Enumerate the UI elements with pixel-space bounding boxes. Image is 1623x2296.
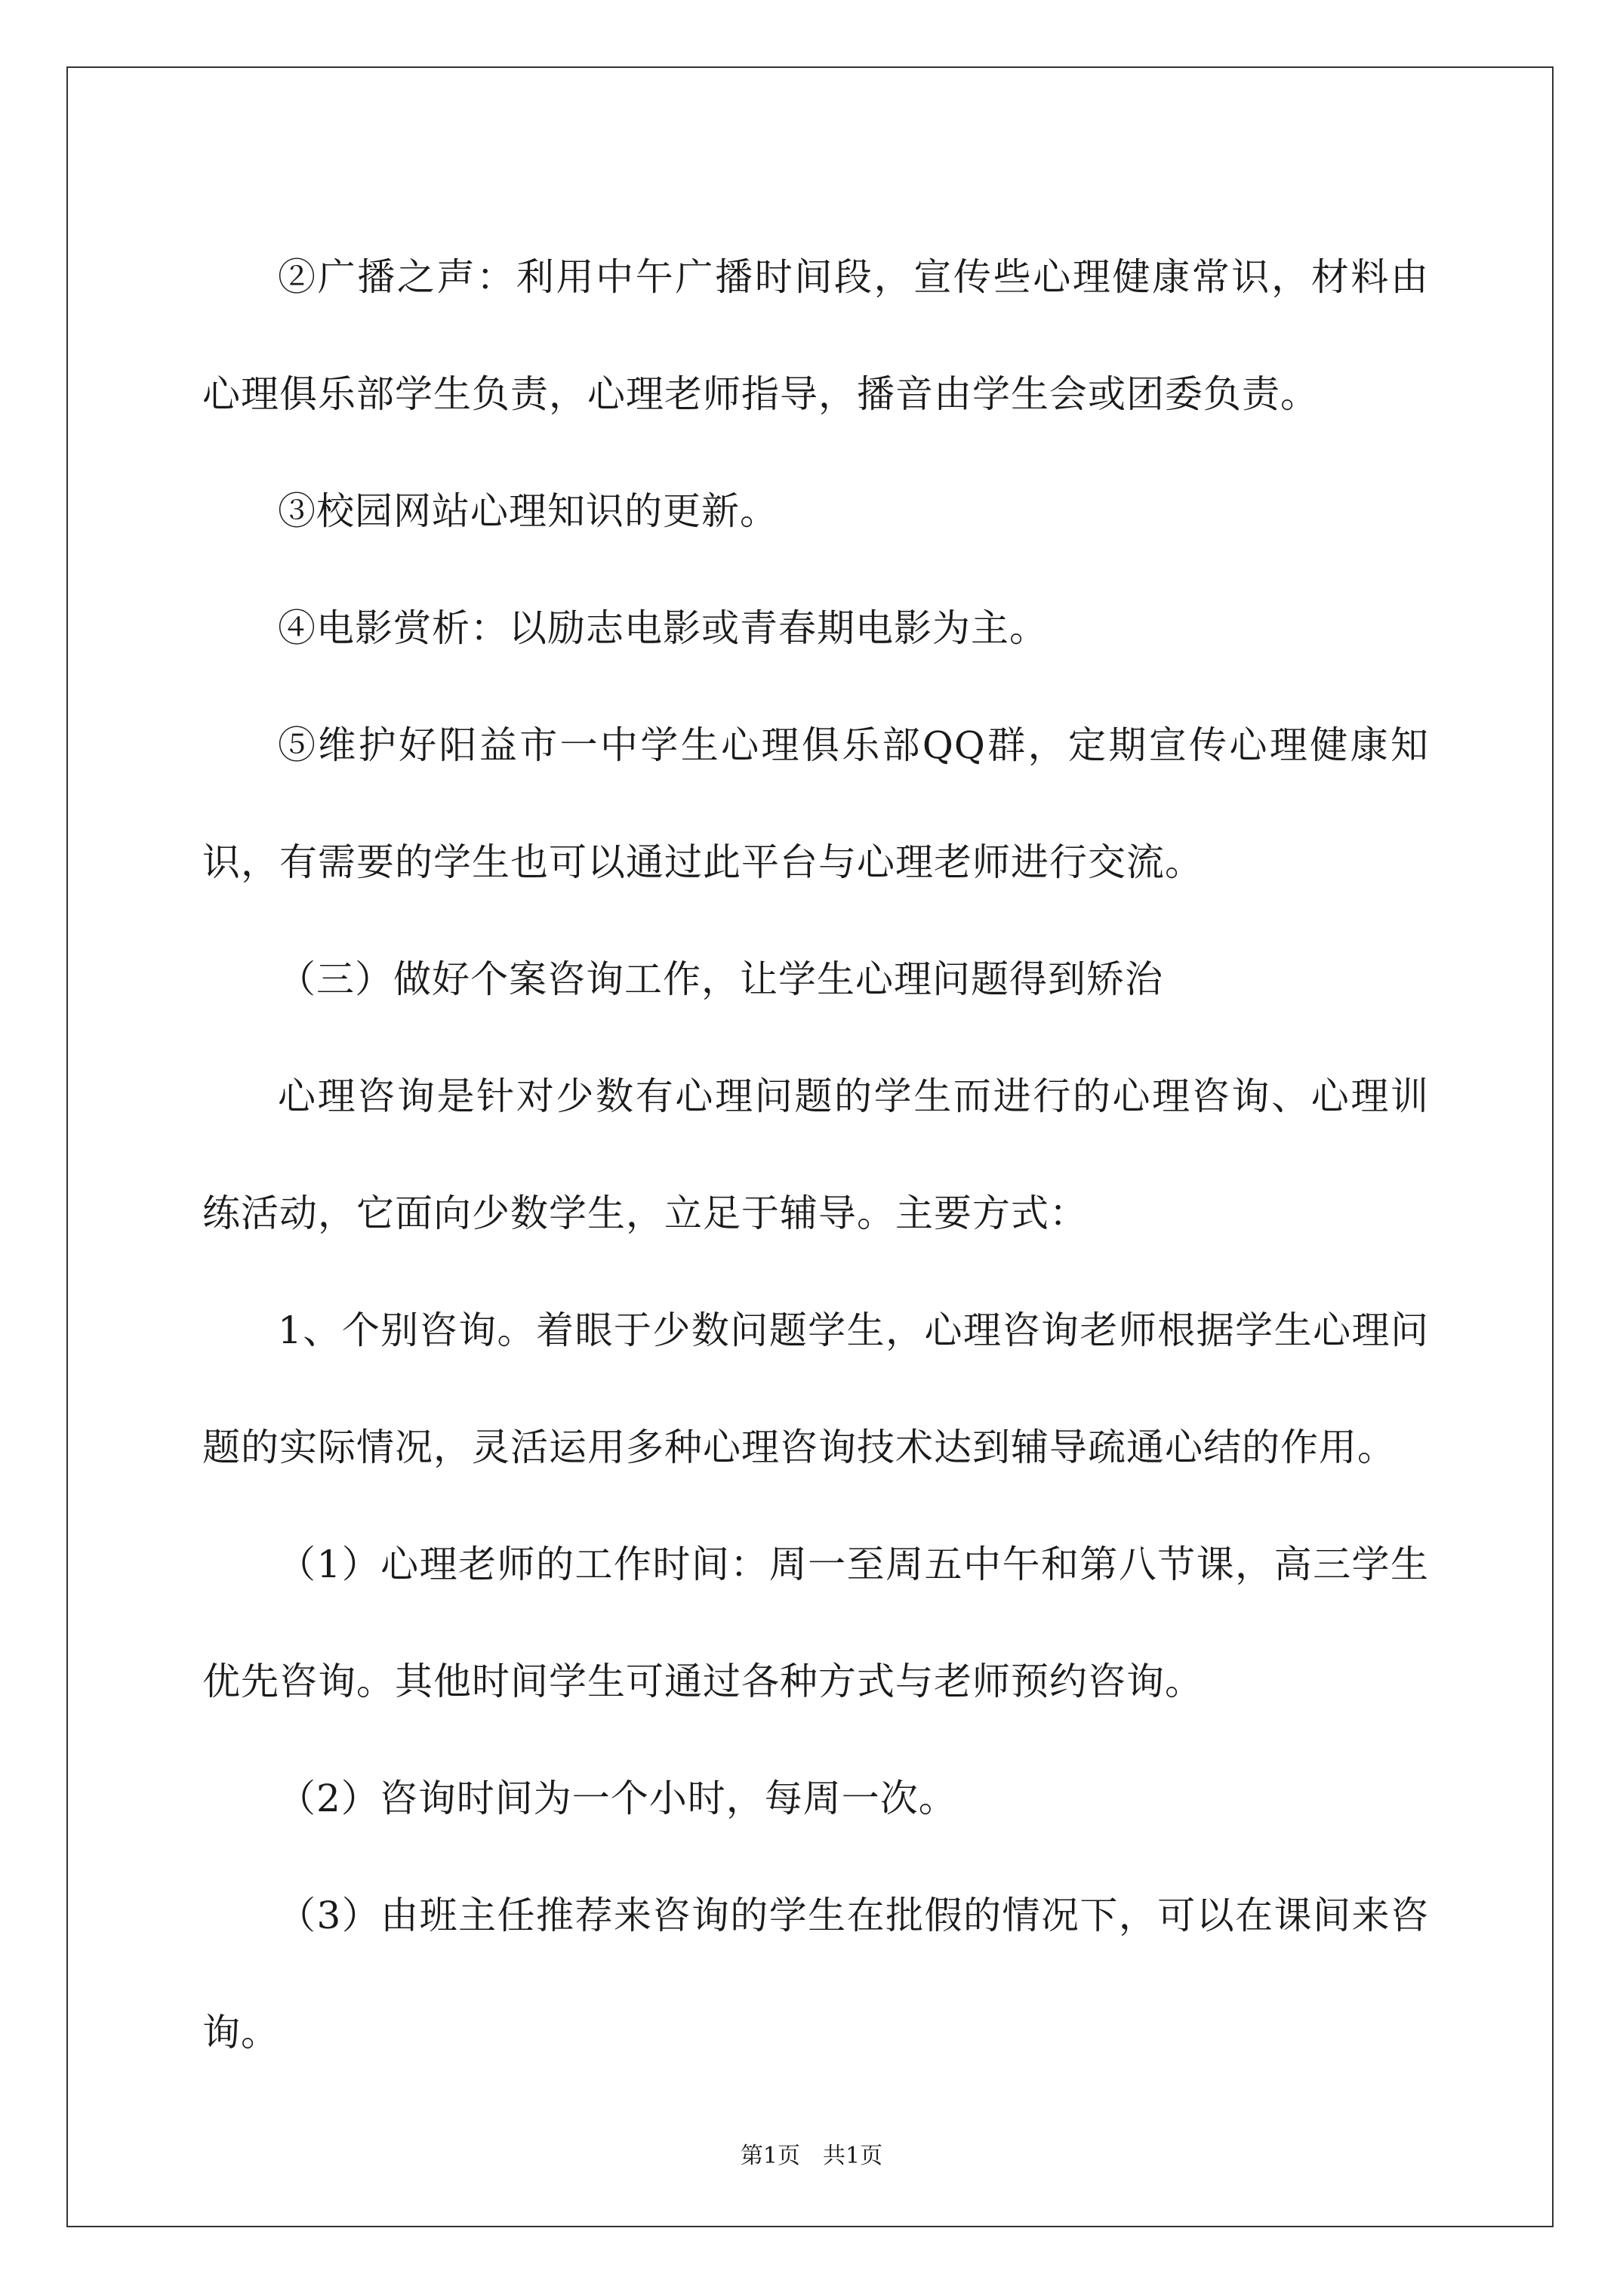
document-body [202, 219, 1429, 2091]
paragraph-website: ③校园网站心理知识的更新。 [278, 489, 778, 533]
paragraph-consulting-intro: 心理咨询是针对少数有心理问题的学生而进行的心理咨询、心理训练活动，它面向少数学生，立足于辅导。主要方式： [202, 1074, 1429, 1235]
section-heading-case-consulting: （三）做好个案咨询工作，让学生心理问题得到矫治 [278, 957, 1163, 1001]
page-footer: 第1页 共1页 [740, 2143, 883, 2169]
paragraph-session-length: （2）咨询时间为一个小时，每周一次。 [278, 1777, 957, 1820]
paragraph-teacher-referral: （3）由班主任推荐来咨询的学生在批假的情况下，可以在课间来咨询。 [202, 1894, 1429, 2054]
paragraph-work-hours: （1）心理老师的工作时间：周一至周五中午和第八节课，高三学生优先咨询。其他时间学生可通过各种方式与老师预约咨询。 [202, 1542, 1429, 1703]
paragraph-movie: ④电影赏析：以励志电影或青春期电影为主。 [278, 606, 1048, 650]
paragraph-qq-group: ⑤维护好阳益市一中学生心理俱乐部QQ群，定期宣传心理健康知识，有需要的学生也可以通过此平台与心理老师进行交流。 [202, 723, 1429, 884]
paragraph-broadcast: ②广播之声：利用中午广播时间段，宣传些心理健康常识，材料由心理俱乐部学生负责，心理老师指导，播音由学生会或团委负责。 [202, 255, 1429, 416]
paragraph-individual-consulting: 1、个别咨询。着眼于少数问题学生，心理咨询老师根据学生心理问题的实际情况，灵活运用多种心理咨询技术达到辅导疏通心结的作用。 [202, 1308, 1429, 1469]
